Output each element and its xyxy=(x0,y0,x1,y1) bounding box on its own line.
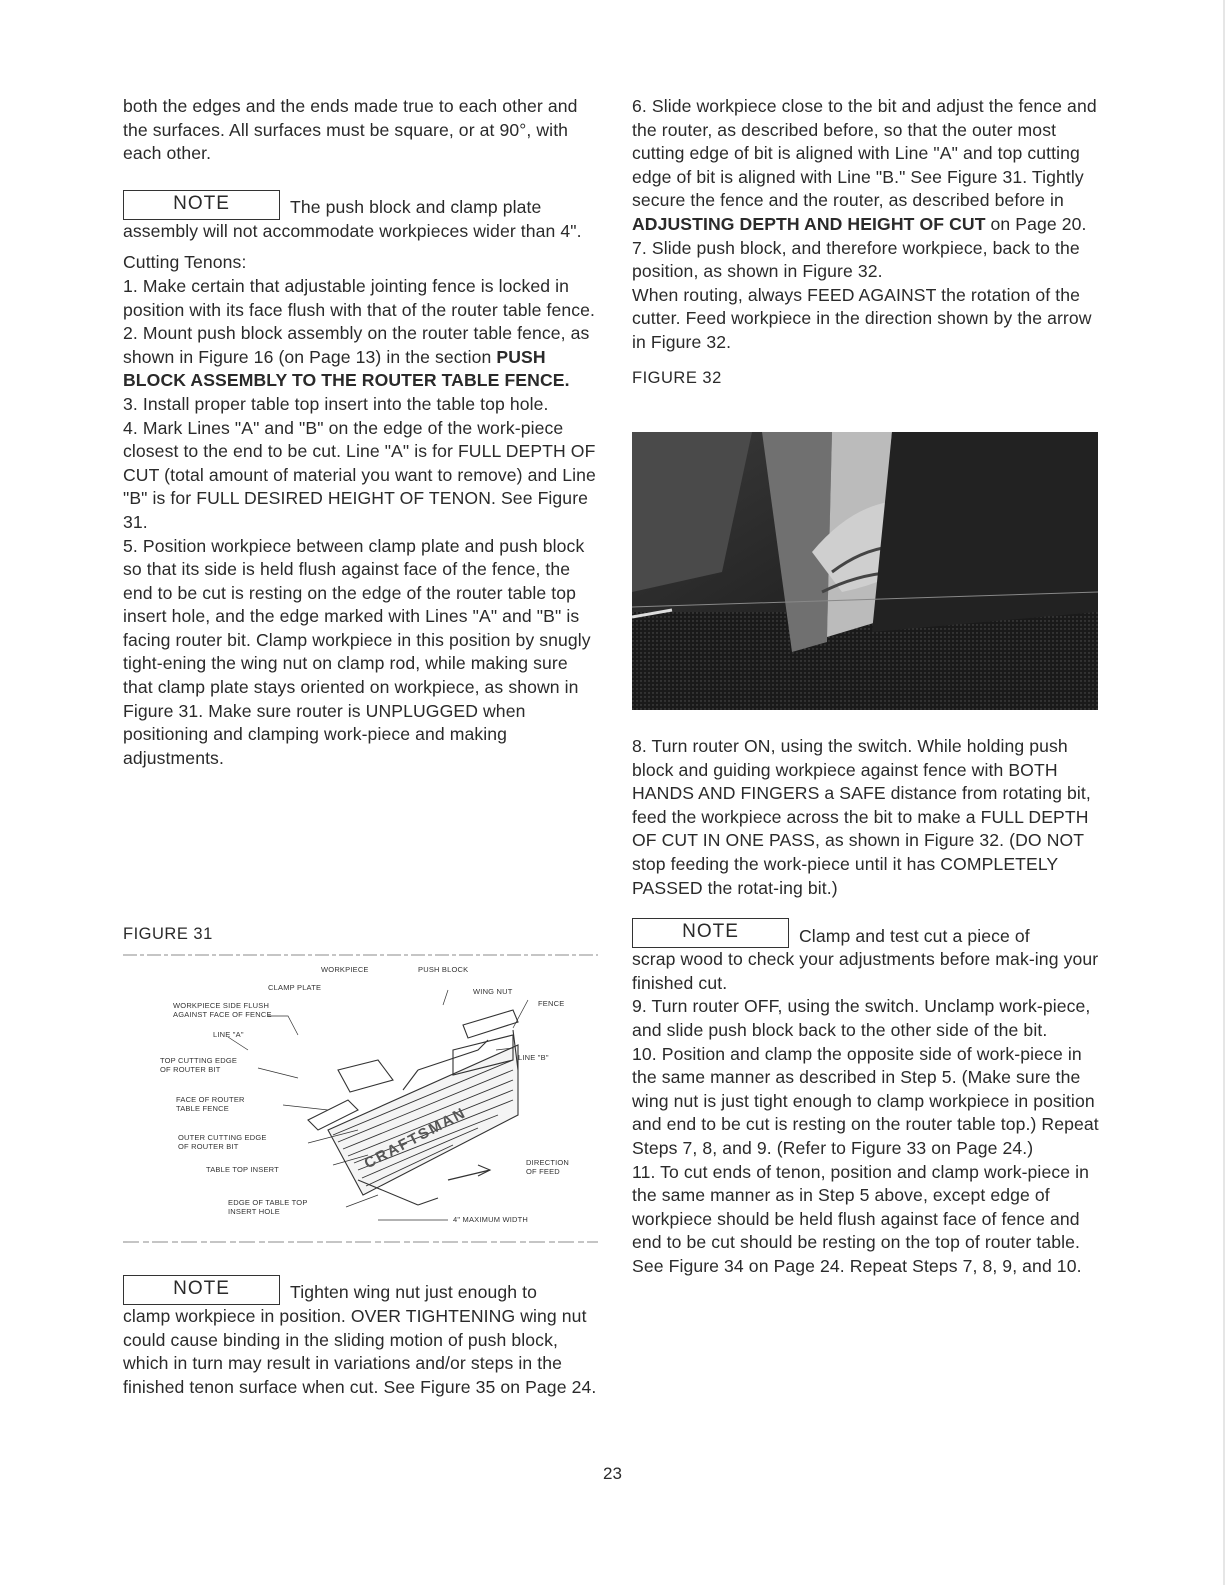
label-max-width: 4" MAXIMUM WIDTH xyxy=(453,1215,529,1224)
note-3-first-line: Clamp and test cut a piece of xyxy=(799,925,1030,946)
label-insert: TABLE TOP INSERT xyxy=(206,1165,279,1174)
step-6-section-ref: ADJUSTING DEPTH AND HEIGHT OF CUT xyxy=(632,213,986,234)
label-clamp-plate: CLAMP PLATE xyxy=(268,983,322,992)
label-face-1: FACE OF ROUTER xyxy=(176,1095,245,1104)
note-3-label: NOTE xyxy=(632,918,789,948)
figure-31-brand: CRAFTSMAN xyxy=(361,1104,470,1173)
step-2 xyxy=(123,322,601,393)
figure-31-label: FIGURE 31 xyxy=(123,925,213,943)
label-wing-nut: WING NUT xyxy=(473,987,513,996)
note-1 xyxy=(123,190,601,220)
figure-31-diagram xyxy=(118,950,603,1250)
label-flush-2: AGAINST FACE OF FENCE xyxy=(173,1010,272,1019)
label-hole-2: INSERT HOLE xyxy=(228,1207,280,1216)
step-3: 3. Install proper table top insert into the table top hole. xyxy=(123,393,549,414)
label-direction-1: DIRECTION xyxy=(526,1158,570,1167)
note-1-text: assembly will not accommodate workpieces wider than 4". xyxy=(123,220,582,241)
label-face-2: TABLE FENCE xyxy=(176,1104,229,1113)
note-1-label: NOTE xyxy=(123,190,280,220)
label-fence: FENCE xyxy=(538,999,565,1008)
step-1: 1. Make certain that adjustable jointing fence is locked in position with its face flush with that of the router table fence. xyxy=(123,275,596,320)
note-2-label: NOTE xyxy=(123,1275,280,1305)
label-workpiece: WORKPIECE xyxy=(321,965,369,974)
step-8: 8. Turn router ON, using the switch. While holding push block and guiding workpiece against fence with BOTH HANDS AND FINGERS a SAFE distance from rotating bit, feed the workpiece across the bit to make a FULL DEPTH OF CUT IN ONE PASS, as shown in Figure 32. (DO NOT stop feeding the work-piece until it has COMPLETELY PASSED the rotat-ing bit.) xyxy=(632,736,1091,898)
step-7: 7. Slide push block, and therefore workpiece, back to the position, as shown in Figure 32. xyxy=(632,237,1080,282)
step-6-text: 6. Slide workpiece close to the bit and adjust the fence and the router, as described before, so that the outer most cutting edge of bit is aligned with Line "A" and top cutting edge of bit is aligned with Line "B." See Figure 31. Tightly secure the fence and the router, as described before in xyxy=(632,96,1097,211)
label-line-b: LINE "B" xyxy=(518,1053,549,1062)
step-5: 5. Position workpiece between clamp plate and push block so that its side is held flush against face of the fence, the end to be cut is resting on the edge of the router table top insert hole, and the edge marked with Lines "A" and "B" is facing router bit. Clamp workpiece in this position by snugly tight-ening the wing nut on clamp rod, while making sure that clamp plate stays oriented on workpiece, as shown in Figure 31. Make sure router is UNPLUGGED when positioning and clamping work-piece and making adjustments. xyxy=(123,535,591,768)
label-direction-2: OF FEED xyxy=(526,1167,560,1176)
note-2-first-line: Tighten wing nut just enough to xyxy=(290,1282,537,1303)
step-4: 4. Mark Lines "A" and "B" on the edge of the work-piece closest to the end to be cut. Line "A" is for FULL DEPTH OF CUT (total amount of material you want to remove) and Line "B" is for FULL DESIRED HEIGHT OF TENON. See Figure 31. xyxy=(123,417,596,532)
intro-paragraph: both the edges and the ends made true to each other and the surfaces. All surfaces must be square, or at 90°, with each other. xyxy=(123,96,578,164)
page-number: 23 xyxy=(602,1464,623,1483)
note-2-text: clamp workpiece in position. OVER TIGHTENING wing nut could cause binding in the sliding motion of push block, which in turn may result in variations and/or steps in the finished tenon surface when cut. See Figure 35 on Page 24. xyxy=(123,1306,597,1397)
step-6-page-ref: on Page 20. xyxy=(985,213,1087,234)
step-11: 11. To cut ends of tenon, position and clamp work-piece in the same manner as in Step 5 above, except edge of workpiece should be held flush against face of fence and end to be cut should be resting on the top of router table. See Figure 34 on Page 24. Repeat Steps 7, 8, 9, and 10. xyxy=(632,1161,1089,1276)
label-outer-1: OUTER CUTTING EDGE xyxy=(178,1133,267,1142)
routing-paragraph: When routing, always FEED AGAINST the rotation of the cutter. Feed workpiece in the direction shown by the arrow in Figure 32. xyxy=(632,284,1092,352)
label-outer-2: OF ROUTER BIT xyxy=(178,1142,239,1151)
table-surface xyxy=(632,612,1098,710)
right-column xyxy=(632,95,1110,1276)
step-2-text: 2. Mount push block assembly on the router table fence, as shown in Figure 16 (on Page 13) in the section xyxy=(123,323,590,367)
label-top-edge-2: OF ROUTER BIT xyxy=(160,1065,221,1074)
note-1-first-line: The push block and clamp plate xyxy=(290,197,542,218)
note-3 xyxy=(632,918,1110,948)
note-2 xyxy=(123,1275,601,1399)
note-3-text: scrap wood to check your adjustments before mak-ing your finished cut. xyxy=(632,949,1099,993)
label-hole-1: EDGE OF TABLE TOP xyxy=(228,1198,308,1207)
right-lower xyxy=(632,735,1110,1278)
step-10: 10. Position and clamp the opposite side of work-piece in the same manner as described in Step 5. (Make sure the wing nut is just tight enough to clamp workpiece in position and end to be cut is resting on the router table top.) Repeat Steps 7, 8, and 9. (Refer to Figure 33 on Page 24.) xyxy=(632,1043,1099,1158)
step-9: 9. Turn router OFF, using the switch. Unclamp work-piece, and slide push block back to the other side of the bit. xyxy=(632,996,1091,1040)
label-line-a: LINE "A" xyxy=(213,1030,244,1039)
label-push-block: PUSH BLOCK xyxy=(418,965,469,974)
figure-32-photo xyxy=(632,432,1098,710)
figure-32-label: FIGURE 32 xyxy=(632,368,722,387)
step-2-section-ref: PUSH BLOCK ASSEMBLY TO THE ROUTER TABLE FENCE. xyxy=(123,346,570,391)
cutting-tenons-heading: Cutting Tenons: xyxy=(123,252,247,273)
step-6 xyxy=(632,95,1110,237)
label-top-edge-1: TOP CUTTING EDGE xyxy=(160,1056,238,1065)
label-flush-1: WORKPIECE SIDE FLUSH xyxy=(173,1001,270,1010)
